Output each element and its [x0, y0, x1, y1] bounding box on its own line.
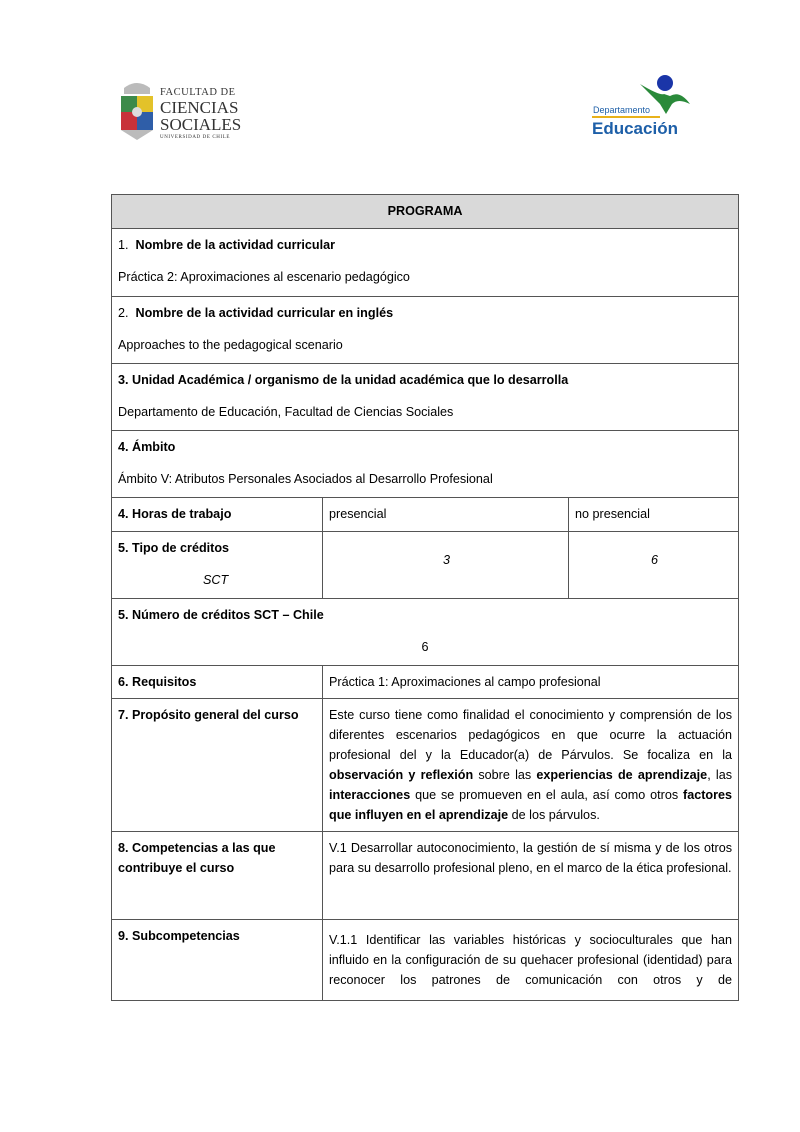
row-value: V.1.1 Identificar las variables históricas y socioculturales que han influido en la configuración de su quehacer profesional (identidad) para reconocer los patrones de comunicación con otros y de	[323, 920, 739, 1001]
text-segment: Este curso tiene como finalidad el conocimiento y comprensión de los diferentes escenarios pedagógicos en que ocurre la actuación profesional del y la Educador(a) de Párvulos. Se focaliza en la	[329, 708, 733, 762]
bold-text-segment: factores que influyen en el aprendizaje	[329, 788, 733, 822]
bold-text-segment: experiencias de aprendizaje	[536, 768, 708, 782]
row-value: 6	[421, 640, 429, 654]
row-label: 4. Horas de trabajo	[112, 498, 323, 532]
no-presencial-credits: 6	[569, 532, 739, 599]
table-row	[112, 498, 739, 532]
logo-text: Educación	[592, 119, 678, 138]
row-label: 4. Ámbito	[118, 440, 176, 454]
logo-text: FACULTAD DE	[160, 87, 236, 98]
row-label: 6. Requisitos	[112, 666, 323, 699]
presencial-credits: 3	[323, 532, 569, 599]
table-title: PROGRAMA	[112, 195, 739, 229]
text-segment: , las	[707, 768, 733, 782]
logo-text: UNIVERSIDAD DE CHILE	[160, 134, 231, 140]
facultad-ciencias-sociales-logo	[120, 80, 245, 142]
bold-text-segment: interacciones	[329, 788, 411, 802]
departamento-educacion-logo	[590, 74, 690, 138]
row-label: 9. Subcompetencias	[112, 920, 323, 1001]
row-value: Práctica 1: Aproximaciones al campo profesional	[323, 666, 739, 699]
table-row	[112, 229, 739, 297]
text-segment: que se promueven en el aula, así como otros	[410, 788, 684, 802]
table-row	[112, 297, 739, 364]
row-number: 1.	[118, 238, 129, 252]
logo-text: SOCIALES	[160, 114, 242, 134]
row-value: Práctica 2: Aproximaciones al escenario pedagógico	[118, 270, 410, 284]
row-label: 7. Propósito general del curso	[112, 699, 323, 832]
row-sublabel: SCT	[203, 573, 229, 587]
text-segment: sobre las	[473, 768, 537, 782]
row-label: Nombre de la actividad curricular	[135, 238, 335, 252]
table-row	[112, 666, 739, 699]
row-value	[323, 699, 739, 832]
table-row	[112, 832, 739, 920]
row-label: 5. Tipo de créditos	[118, 541, 230, 555]
table-row	[112, 431, 739, 498]
text-segment: de los párvulos.	[508, 808, 600, 822]
presencial-header: presencial	[323, 498, 569, 532]
logo-text: CIENCIAS	[160, 97, 239, 117]
programa-table	[111, 194, 739, 1001]
bold-text-segment: observación y reflexión	[329, 768, 474, 782]
table-row	[112, 364, 739, 431]
row-label: 3. Unidad Académica / organismo de la unidad académica que lo desarrolla	[118, 373, 569, 387]
logo-text: Departamento	[593, 105, 651, 115]
row-label: 8. Competencias a las que contribuye el curso	[112, 832, 323, 920]
table-row	[112, 532, 739, 599]
table-row	[112, 920, 739, 1001]
row-value: Departamento de Educación, Facultad de Ciencias Sociales	[118, 405, 454, 419]
row-label: 5. Número de créditos SCT – Chile	[118, 608, 324, 622]
row-value: V.1 Desarrollar autoconocimiento, la gestión de sí misma y de los otros para su desarrollo profesional pleno, en el marco de la ética profesional.	[323, 832, 739, 920]
row-number: 2.	[118, 306, 129, 320]
no-presencial-header: no presencial	[569, 498, 739, 532]
table-row	[112, 599, 739, 666]
row-label: Nombre de la actividad curricular en inglés	[135, 306, 394, 320]
table-row	[112, 699, 739, 832]
row-value: Ámbito V: Atributos Personales Asociados al Desarrollo Profesional	[118, 472, 493, 486]
university-shield-icon	[120, 80, 154, 140]
row-value: Approaches to the pedagogical scenario	[118, 338, 343, 352]
